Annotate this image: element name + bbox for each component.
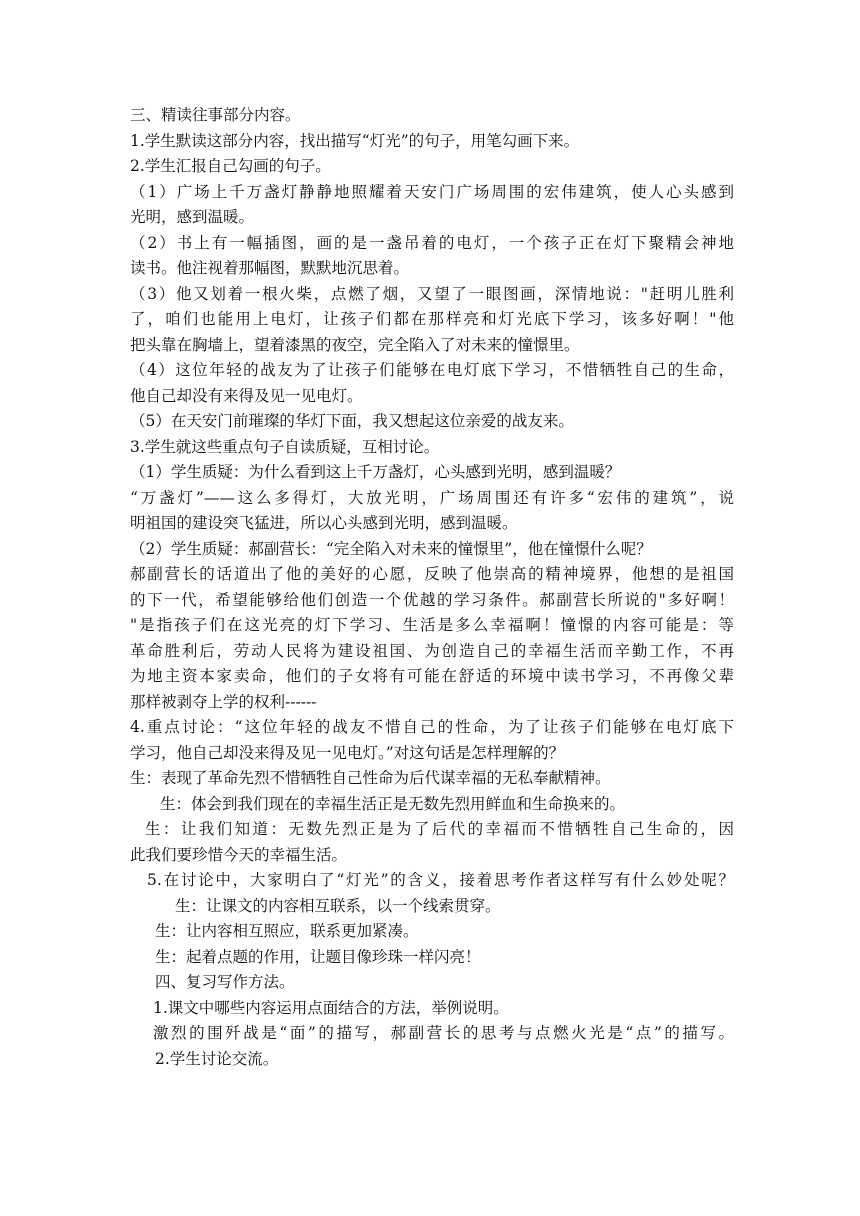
text-line: 1.课文中哪些内容运用点面结合的方法，举例说明。 xyxy=(153,998,509,1017)
text-line: 2.学生讨论交流。 xyxy=(155,1049,279,1068)
text-line: （4）这位年轻的战友为了让孩子们能够在电灯底下学习，不惜牺牲自己的生命， xyxy=(130,361,734,379)
text-line: 郝副营长的话道出了他的美好的心愿，反映了他崇高的精神境界，他想的是祖国 xyxy=(130,565,734,583)
text-line: 读书。他注视着那幅图，默默地沉思着。 xyxy=(130,259,410,277)
text-line: 生：起着点题的作用，让题目像珍珠一样闪亮！ xyxy=(155,947,481,966)
text-line: 2.学生汇报自己勾画的句子。 xyxy=(130,157,331,175)
text-line: 5.在讨论中，大家明白了“灯光”的含义，接着思考作者这样写有什么妙处呢？ xyxy=(147,871,734,889)
text-line: 他自己却没有来得及见一见电灯。 xyxy=(130,386,363,405)
document-page xyxy=(130,103,734,1072)
text-line: （5）在天安门前璀璨的华灯下面，我又想起这位亲爱的战友来。 xyxy=(130,412,574,430)
text-line: “万盏灯”——这么多得灯，大放光明，广场周围还有许多“宏伟的建筑”，说 xyxy=(130,488,734,507)
text-line: 光明，感到温暖。 xyxy=(130,208,255,226)
text-line: 激烈的围歼战是“面”的描写，郝副营长的思考与点燃火光是“点”的描写。 xyxy=(153,1024,734,1042)
text-line: 此我们要珍惜今天的幸福生活。 xyxy=(130,845,348,864)
text-line: 学习，他自己却没来得及见一见电灯。”对这句话是怎样理解的？ xyxy=(130,743,565,762)
text-line: 把头靠在胸墙上，望着漆黑的夜空，完全陷入了对未来的憧憬里。 xyxy=(130,335,580,354)
text-line: "是指孩子们在这光亮的灯下学习、生活是多么幸福啊！憧憬的内容可能是：等 xyxy=(130,616,734,634)
text-line: （2）学生质疑：郝副营长：“完全陷入对未来的憧憬里”，他在憧憬什么呢？ xyxy=(130,539,652,558)
text-line: 生：体会到我们现在的幸福生活正是无数先烈用鲜血和生命换来的。 xyxy=(160,794,626,813)
text-line: 三、精读往事部分内容。 xyxy=(130,106,301,124)
text-line: （3）他又划着一根火柴，点燃了烟，又望了一眼图画，深情地说："赶明儿胜利 xyxy=(130,284,734,303)
text-line: 的下一代，希望能够给他们创造一个优越的学习条件。郝副营长所说的"多好啊！ xyxy=(130,590,734,609)
text-line: 生：表现了革命先烈不惜牺牲自己性命为后代谋幸福的无私奉献精神。 xyxy=(130,769,611,787)
text-line: 明祖国的建设突飞猛进，所以心头感到光明，感到温暖。 xyxy=(130,514,518,532)
text-line: 生：让课文的内容相互联系，以一个线索贯穿。 xyxy=(175,896,501,915)
text-line: 那样被剥夺上学的权利------ xyxy=(130,692,317,711)
text-line: 1.学生默读这部分内容，找出描写“灯光”的句子，用笔勾画下来。 xyxy=(130,131,580,150)
text-line: 四、复习写作方法。 xyxy=(155,973,295,991)
text-line: 了，咱们也能用上电灯，让孩子们都在那样亮和灯光底下学习，该多好啊！"他 xyxy=(130,310,734,328)
text-line: 生：让内容相互照应，联系更加紧凑。 xyxy=(155,922,419,940)
text-line: （2）书上有一幅插图，画的是一盏吊着的电灯，一个孩子正在灯下聚精会神地 xyxy=(130,233,734,252)
text-line: 革命胜利后，劳动人民将为建设祖国、为创造自己的幸福生活而辛勤工作，不再 xyxy=(130,641,734,660)
text-line: 生：让我们知道：无数先烈正是为了后代的幸福而不惜牺牲自己生命的，因 xyxy=(145,820,734,838)
text-line: 为地主资本家卖命，他们的子女将有可能在舒适的环境中读书学习，不再像父辈 xyxy=(130,667,734,685)
text-line: （1）学生质疑：为什么看到这上千万盏灯，心头感到光明，感到温暖？ xyxy=(130,463,621,481)
text-line: 3.学生就这些重点句子自读质疑，互相讨论。 xyxy=(130,437,440,456)
text-line: （1）广场上千万盏灯静静地照耀着天安门广场周围的宏伟建筑，使人心头感到 xyxy=(130,182,734,201)
text-line: 4.重点讨论：“这位年轻的战友不惜自己的性命，为了让孩子们能够在电灯底下 xyxy=(130,718,734,736)
